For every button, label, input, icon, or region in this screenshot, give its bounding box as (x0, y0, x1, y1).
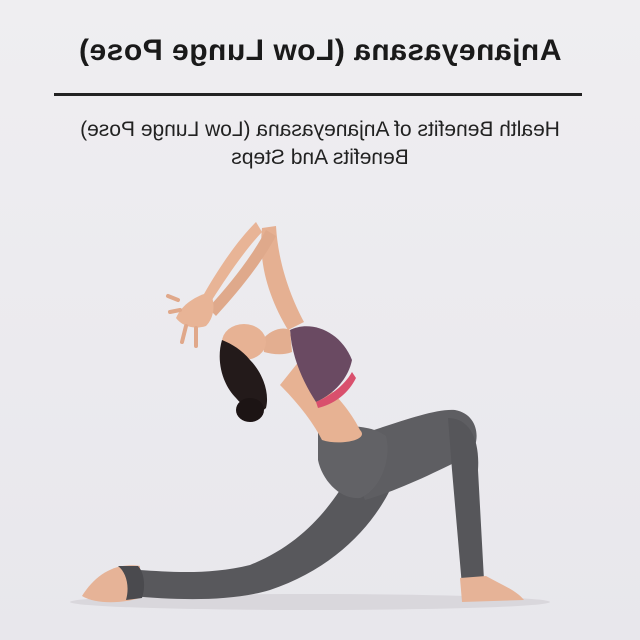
neck (262, 328, 292, 354)
page-subtitle: Health Benefits of Anjaneyasana (Low Lunge Pose) Benefits And Steps (80, 118, 560, 169)
front-foot (460, 576, 524, 602)
front-shin (448, 418, 484, 586)
page-title: Anjaneyasana (Low Lunge Pose) (78, 34, 562, 67)
title-divider (54, 93, 582, 96)
hair-bun (236, 398, 264, 422)
yoga-low-lunge-figure (0, 190, 640, 640)
